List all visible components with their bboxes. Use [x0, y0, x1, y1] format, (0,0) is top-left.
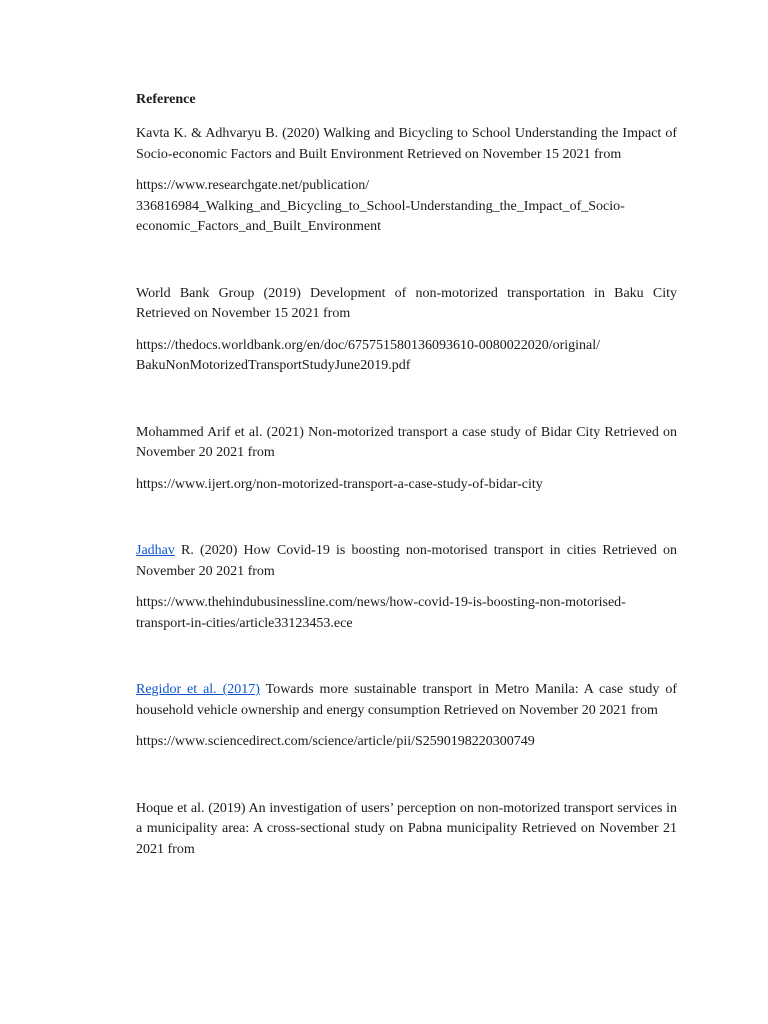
reference-url	[136, 475, 677, 496]
reference-heading: Reference	[136, 92, 196, 107]
reference-url-line: economic_Factors_and_Built_Environment	[136, 219, 381, 234]
reference-citation	[136, 680, 677, 721]
reference-citation: Kavta K. & Adhvaryu B. (2020) Walking and Bicycling to School Understanding the Impact of Socio-economic Factors and Built Environment Retrieved on November 15 2021 from	[136, 126, 677, 162]
author-link[interactable]: Jadhav	[136, 543, 175, 558]
reference-url-line: https://www.ijert.org/non-motorized-transport-a-case-study-of-bidar-city	[136, 476, 543, 492]
reference-url-line: https://www.sciencedirect.com/science/article/pii/S2590198220300749	[136, 734, 535, 749]
reference-citation: Mohammed Arif et al. (2021) Non-motorized transport a case study of Bidar City Retrieved on November 20 2021 from	[136, 424, 677, 460]
reference-citation	[136, 541, 677, 582]
citation-text: Towards more sustainable transport in Metro Manila: A case study of household vehicle ownership and energy consumption Retrieved on November 20 2021 from	[136, 682, 677, 718]
document-page	[136, 90, 677, 860]
reference-citation: Hoque et al. (2019) An investigation of users’ perception on non-motorized transport services in a municipality area: A cross-sectional study on Pabna municipality Retrieved on November 21 2021 from	[136, 800, 677, 857]
reference-url-line: 336816984_Walking_and_Bicycling_to_School-Understanding_the_Impact_of_Socio-	[136, 198, 625, 214]
reference-citation: World Bank Group (2019) Development of non-motorized transportation in Baku City Retrieved on November 15 2021 from	[136, 285, 677, 321]
reference-url-line: https://www.researchgate.net/publication/	[136, 178, 370, 193]
reference-url-line: transport-in-cities/article33123453.ece	[136, 615, 353, 631]
reference-url-line: https://thedocs.worldbank.org/en/doc/675751580136093610-0080022020/original/	[136, 337, 601, 353]
reference-url-line: https://www.thehindubusinessline.com/news/how-covid-19-is-boosting-non-motorised-	[136, 595, 626, 610]
reference-url-line: BakuNonMotorizedTransportStudyJune2019.pdf	[136, 358, 411, 373]
citation-text: R. (2020) How Covid-19 is boosting non-motorised transport in cities Retrieved on November 20 2021 from	[136, 543, 677, 579]
reference-url	[136, 732, 677, 753]
reference-url	[136, 176, 677, 238]
reference-url	[136, 336, 677, 377]
reference-url	[136, 593, 677, 634]
author-link[interactable]: Regidor et al. (2017)	[136, 682, 260, 697]
